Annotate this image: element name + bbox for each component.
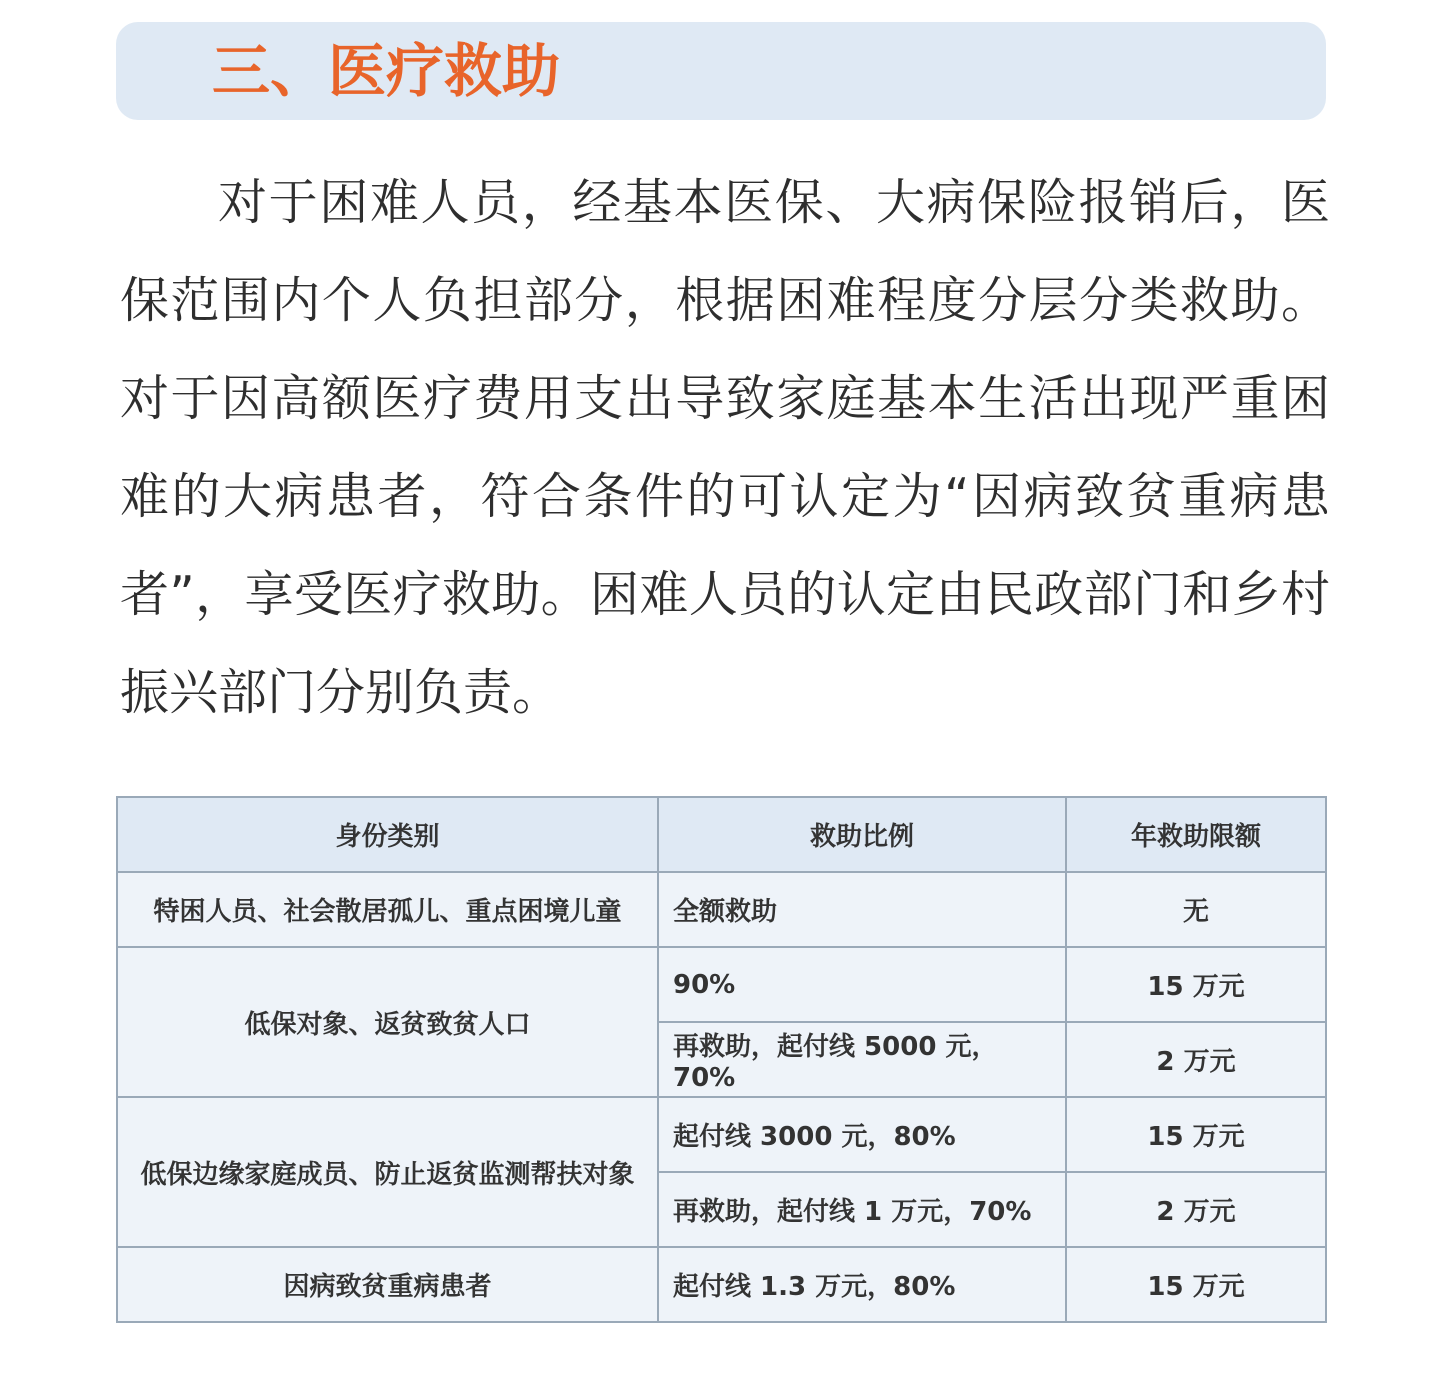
ratio-cell: 90% bbox=[658, 947, 1066, 1022]
limit-cell: 无 bbox=[1066, 872, 1326, 947]
limit-cell: 15 万元 bbox=[1066, 1247, 1326, 1322]
section-title: 三、医疗救助 bbox=[212, 37, 561, 105]
table-row bbox=[117, 1247, 1326, 1322]
medical-aid-table bbox=[116, 796, 1327, 1323]
ratio-cell: 全额救助 bbox=[658, 872, 1066, 947]
header-aid-ratio: 救助比例 bbox=[658, 797, 1066, 872]
header-annual-limit: 年救助限额 bbox=[1066, 797, 1326, 872]
table-row bbox=[117, 947, 1326, 1022]
category-cell: 因病致贫重病患者 bbox=[117, 1247, 658, 1322]
ratio-cell: 再救助，起付线 1 万元，70% bbox=[658, 1172, 1066, 1247]
category-cell: 低保边缘家庭成员、防止返贫监测帮扶对象 bbox=[117, 1097, 658, 1247]
ratio-cell: 再救助，起付线 5000 元，70% bbox=[658, 1022, 1066, 1097]
ratio-cell: 起付线 1.3 万元，80% bbox=[658, 1247, 1066, 1322]
section-header bbox=[116, 22, 1326, 120]
table-header-row bbox=[117, 797, 1326, 872]
header-category: 身份类别 bbox=[117, 797, 658, 872]
limit-cell: 15 万元 bbox=[1066, 947, 1326, 1022]
body-paragraph: 对于困难人员，经基本医保、大病保险报销后，医保范围内个人负担部分，根据困难程度分层分类救助。对于因高额医疗费用支出导致家庭基本生活出现严重困难的大病患者，符合条件的可认定为“因病致贫重病患者”，享受医疗救助。困难人员的认定由民政部门和乡村振兴部门分别负责。 bbox=[120, 174, 1330, 721]
ratio-cell: 起付线 3000 元，80% bbox=[658, 1097, 1066, 1172]
category-cell: 特困人员、社会散居孤儿、重点困境儿童 bbox=[117, 872, 658, 947]
limit-cell: 15 万元 bbox=[1066, 1097, 1326, 1172]
limit-cell: 2 万元 bbox=[1066, 1022, 1326, 1097]
table-row bbox=[117, 1097, 1326, 1172]
table-row bbox=[117, 872, 1326, 947]
limit-cell: 2 万元 bbox=[1066, 1172, 1326, 1247]
category-cell: 低保对象、返贫致贫人口 bbox=[117, 947, 658, 1097]
